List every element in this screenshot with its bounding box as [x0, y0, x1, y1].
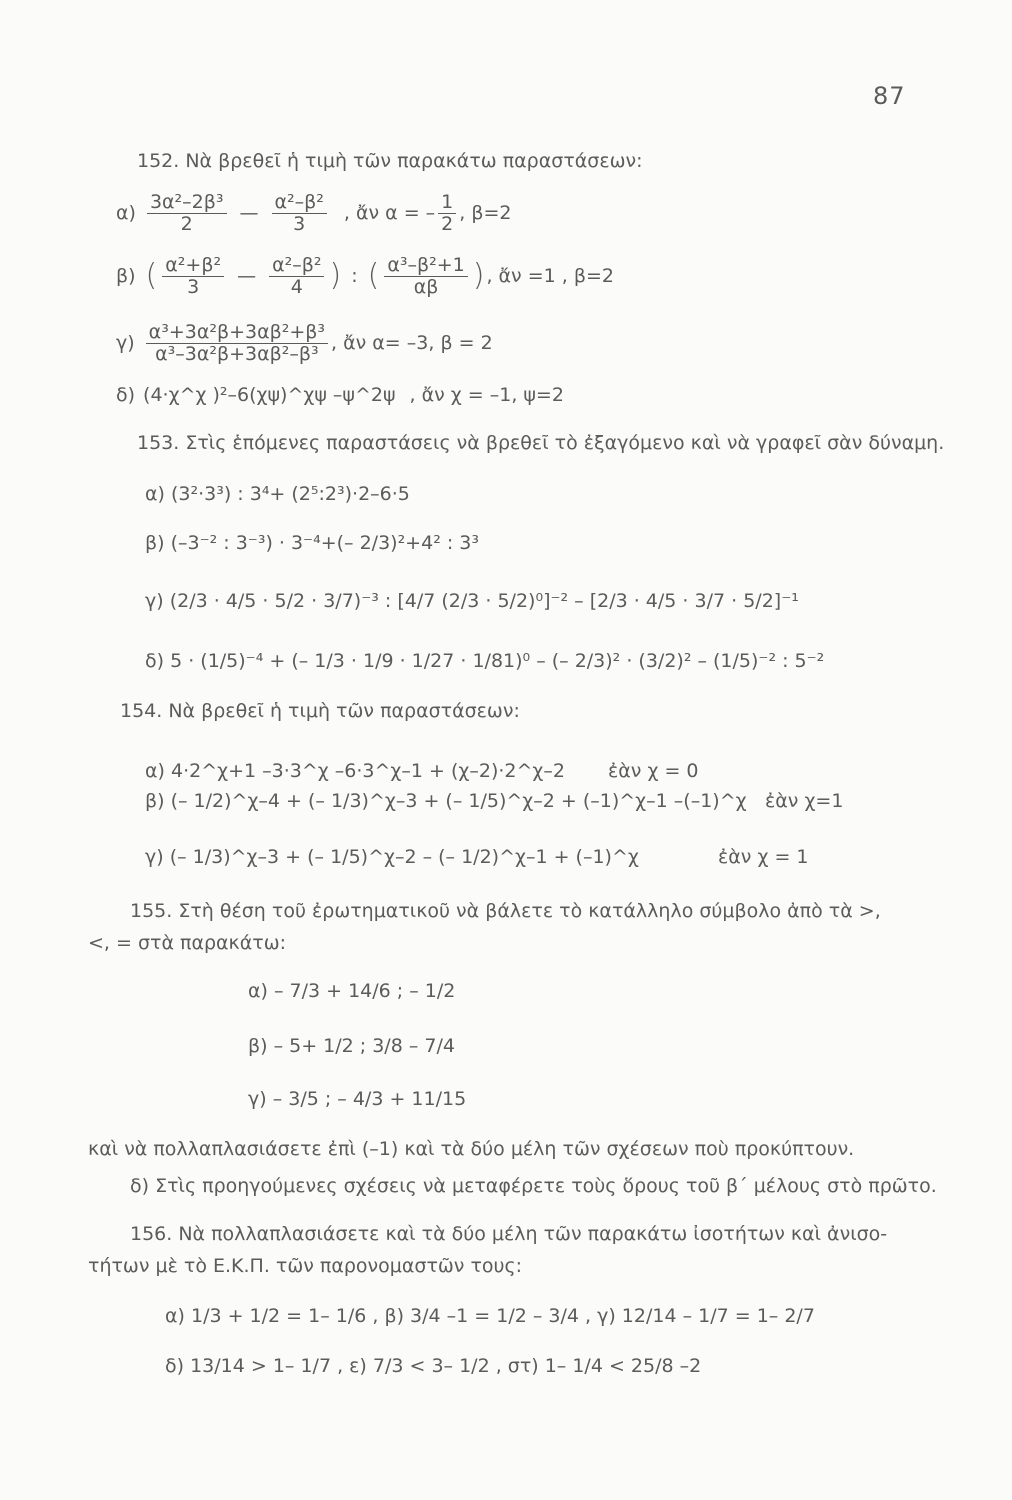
problem-154-c: γ) (– 1/3)^χ–3 + (– 1/5)^χ–2 – (– 1/2)^χ–1 + (–1)^χ — [145, 846, 639, 868]
problem-154-a-condition: ἐὰν χ = 0 — [608, 760, 699, 782]
problem-152-c: γ) $\frac{\text{α³+3α²β+3αβ²+β³}}{\text{α³–3α²β+3αβ²–β³}}$ , ἄν α= –3, β = 2 — [116, 321, 493, 365]
problem-155-a: α) – 7/3 + 14/6 ; – 1/2 — [248, 980, 456, 1002]
problem-154-a: α) 4·2^χ+1 –3·3^χ –6·3^χ–1 + (χ–2)·2^χ–2 — [145, 760, 565, 782]
problem-152-a: α) $\frac{\text{3α²–2β³}}{2}$ — $\frac{\text{α²–β²}}{3}$ , ἄν α = – $\frac{1}{2}$ , β=2 — [116, 191, 512, 235]
item-label: γ) — [116, 332, 135, 355]
fraction: $\frac{\text{α³–β²+1}}{\alpha\beta}$ — [384, 255, 467, 298]
problem-156-heading-cont: τήτων μὲ τὸ Ε.Κ.Π. τῶν παρονομαστῶν τους: — [88, 1255, 523, 1277]
problem-154-b: β) (– 1/2)^χ–4 + (– 1/3)^χ–3 + (– 1/5)^χ–2 + (–1)^χ–1 –(–1)^χ — [145, 790, 747, 812]
fraction: $\frac{\text{3α²–2β³}}{2}$ — [147, 192, 227, 235]
problem-153-b: β) (–3⁻² : 3⁻³) · 3⁻⁴+(– 2/3)²+4² : 3³ — [145, 532, 479, 554]
problem-156-row2: δ) 13/14 > 1– 1/7 , ε) 7/3 < 3– 1/2 , στ) 1– 1/4 < 25/8 –2 — [165, 1355, 702, 1377]
problem-153-d: δ) 5 · (1/5)⁻⁴ + (– 1/3 · 1/9 · 1/27 · 1/81)⁰ – (– 2/3)² · (3/2)² – (1/5)⁻² : 5⁻² — [145, 650, 825, 672]
item-label: δ) — [116, 384, 136, 406]
problem-154-b-condition: ἐὰν χ=1 — [765, 790, 844, 812]
problem-155-tail: καὶ νὰ πολλαπλασιάσετε ἐπὶ (–1) καὶ τὰ δύο μέλη τῶν σχέσεων ποὺ προκύπτουν. — [88, 1138, 855, 1160]
problem-153-c: γ) (2/3 · 4/5 · 5/2 · 3/7)⁻³ : [4/7 (2/3 · 5/2)⁰]⁻² – [2/3 · 4/5 · 3/7 · 5/2]⁻¹ — [145, 590, 799, 612]
problem-154-heading: 154. Νὰ βρεθεῖ ἡ τιμὴ τῶν παραστάσεων: — [120, 700, 520, 722]
problem-155-b: β) – 5+ 1/2 ; 3/8 – 7/4 — [248, 1035, 455, 1057]
problem-153-heading: 153. Στὶς ἑπόμενες παραστάσεις νὰ βρεθεῖ τὸ ἐξαγόμενο καὶ νὰ γραφεῖ σὰν δύναμη. — [137, 432, 945, 454]
problem-152-d: δ) (4·χ^χ )²–6(χψ)^χψ –ψ^2ψ , ἄν χ = –1, ψ=2 — [116, 384, 564, 406]
problem-155-c: γ) – 3/5 ; – 4/3 + 11/15 — [248, 1088, 467, 1110]
problem-156-heading: 156. Νὰ πολλαπλασιάσετε καὶ τὰ δύο μέλη τῶν παρακάτω ἰσοτήτων καὶ ἀνισο- — [130, 1223, 888, 1245]
item-label: β) — [116, 265, 136, 288]
problem-152-heading: 152. Νὰ βρεθεῖ ἡ τιμὴ τῶν παρακάτω παραστάσεων: — [137, 150, 643, 172]
fraction: $\frac{\text{α²–β²}}{4}$ — [269, 255, 324, 298]
problem-156-row1: α) 1/3 + 1/2 = 1– 1/6 , β) 3/4 –1 = 1/2 – 3/4 , γ) 12/14 – 1/7 = 1– 2/7 — [165, 1305, 815, 1327]
item-label: α) — [116, 202, 136, 225]
problem-154-c-condition: ἐὰν χ = 1 — [718, 846, 809, 868]
problem-153-a: α) (3²·3³) : 3⁴+ (2⁵:2³)·2–6·5 — [145, 483, 410, 505]
page-number: 87 — [873, 82, 906, 110]
problem-155-heading: 155. Στὴ θέση τοῦ ἐρωτηματικοῦ νὰ βάλετε τὸ κατάλληλο σύμβολο ἀπὸ τὰ >, — [130, 900, 881, 922]
problem-152-b: β) ( $\frac{\text{α²+β²}}{3}$ — $\frac{\text{α²–β²}}{4}$ ) : ( $\frac{\text{α³–β²+1}}{\alpha\beta}$ ) , ἄν =1 , β=2 — [116, 254, 614, 298]
problem-155-d: δ) Στὶς προηγούμενες σχέσεις νὰ μεταφέρετε τοὺς ὅρους τοῦ β΄ μέλους στὸ πρῶτο. — [130, 1175, 937, 1197]
fraction: $\frac{\text{α³+3α²β+3αβ²+β³}}{\text{α³–3α²β+3αβ²–β³}}$ — [146, 322, 328, 365]
fraction: $\frac{1}{2}$ — [438, 192, 456, 235]
fraction: $\frac{\text{α²–β²}}{3}$ — [272, 192, 327, 235]
fraction: $\frac{\text{α²+β²}}{3}$ — [162, 255, 224, 298]
problem-155-heading-cont: <, = στὰ παρακάτω: — [88, 932, 287, 954]
